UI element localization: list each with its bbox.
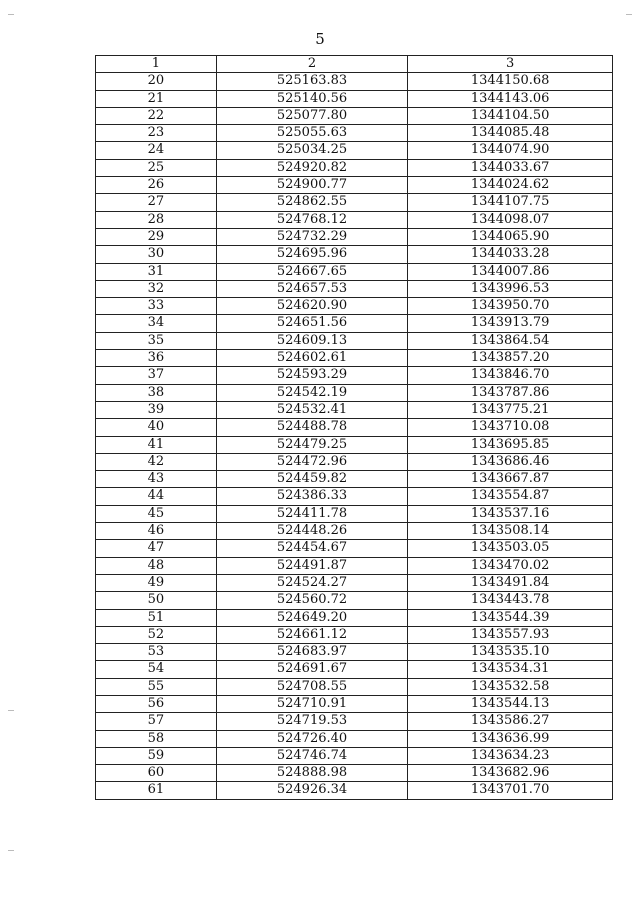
table-row (96, 678, 613, 695)
x-coordinate-cell: 524768.12 (216, 211, 408, 228)
point-number-cell: 47 (96, 540, 217, 557)
point-number-cell: 30 (96, 246, 217, 263)
table-row (96, 419, 613, 436)
y-coordinate-cell: 1343787.86 (408, 384, 613, 401)
y-coordinate-cell: 1344098.07 (408, 211, 613, 228)
point-number-cell: 42 (96, 453, 217, 470)
table-row (96, 747, 613, 764)
scan-mark (626, 14, 632, 15)
y-coordinate-cell: 1343557.93 (408, 626, 613, 643)
point-number-cell: 34 (96, 315, 217, 332)
x-coordinate-cell: 524683.97 (216, 644, 408, 661)
x-coordinate-cell: 524532.41 (216, 401, 408, 418)
table-row (96, 159, 613, 176)
x-coordinate-cell: 524386.33 (216, 488, 408, 505)
y-coordinate-cell: 1343846.70 (408, 367, 613, 384)
point-number-cell: 49 (96, 574, 217, 591)
point-number-cell: 60 (96, 765, 217, 782)
point-number-cell: 32 (96, 280, 217, 297)
point-number-cell: 37 (96, 367, 217, 384)
table-row (96, 73, 613, 90)
point-number-cell: 26 (96, 177, 217, 194)
y-coordinate-cell: 1344074.90 (408, 142, 613, 159)
y-coordinate-cell: 1343710.08 (408, 419, 613, 436)
y-coordinate-cell: 1344033.28 (408, 246, 613, 263)
y-coordinate-cell: 1343586.27 (408, 713, 613, 730)
y-coordinate-cell: 1343775.21 (408, 401, 613, 418)
table-row (96, 211, 613, 228)
point-number-cell: 27 (96, 194, 217, 211)
table-row (96, 765, 613, 782)
column-header-2: 2 (216, 56, 408, 73)
table-row (96, 90, 613, 107)
x-coordinate-cell: 524620.90 (216, 298, 408, 315)
y-coordinate-cell: 1343996.53 (408, 280, 613, 297)
table-header-row (96, 56, 613, 73)
point-number-cell: 29 (96, 228, 217, 245)
y-coordinate-cell: 1343695.85 (408, 436, 613, 453)
y-coordinate-cell: 1343491.84 (408, 574, 613, 591)
point-number-cell: 44 (96, 488, 217, 505)
table-row (96, 626, 613, 643)
x-coordinate-cell: 524479.25 (216, 436, 408, 453)
point-number-cell: 52 (96, 626, 217, 643)
y-coordinate-cell: 1343634.23 (408, 747, 613, 764)
x-coordinate-cell: 524609.13 (216, 332, 408, 349)
y-coordinate-cell: 1343537.16 (408, 505, 613, 522)
scan-mark (8, 710, 14, 711)
y-coordinate-cell: 1343443.78 (408, 592, 613, 609)
point-number-cell: 59 (96, 747, 217, 764)
x-coordinate-cell: 524746.74 (216, 747, 408, 764)
x-coordinate-cell: 524920.82 (216, 159, 408, 176)
table-row (96, 661, 613, 678)
table-row (96, 367, 613, 384)
table-row (96, 246, 613, 263)
x-coordinate-cell: 525055.63 (216, 125, 408, 142)
x-coordinate-cell: 524459.82 (216, 471, 408, 488)
table-row (96, 592, 613, 609)
x-coordinate-cell: 524651.56 (216, 315, 408, 332)
column-header-1: 1 (96, 56, 217, 73)
table-row (96, 315, 613, 332)
point-number-cell: 61 (96, 782, 217, 799)
x-coordinate-cell: 525034.25 (216, 142, 408, 159)
table-row (96, 280, 613, 297)
x-coordinate-cell: 524726.40 (216, 730, 408, 747)
x-coordinate-cell: 524888.98 (216, 765, 408, 782)
x-coordinate-cell: 524448.26 (216, 523, 408, 540)
point-number-cell: 20 (96, 73, 217, 90)
table-row (96, 228, 613, 245)
x-coordinate-cell: 524472.96 (216, 453, 408, 470)
y-coordinate-cell: 1344024.62 (408, 177, 613, 194)
y-coordinate-cell: 1343701.70 (408, 782, 613, 799)
table-row (96, 384, 613, 401)
table-row (96, 142, 613, 159)
y-coordinate-cell: 1344143.06 (408, 90, 613, 107)
x-coordinate-cell: 524900.77 (216, 177, 408, 194)
point-number-cell: 53 (96, 644, 217, 661)
table-row (96, 782, 613, 799)
x-coordinate-cell: 524649.20 (216, 609, 408, 626)
point-number-cell: 57 (96, 713, 217, 730)
page-number: 5 (315, 30, 325, 48)
table-row (96, 557, 613, 574)
point-number-cell: 45 (96, 505, 217, 522)
x-coordinate-cell: 525140.56 (216, 90, 408, 107)
x-coordinate-cell: 524657.53 (216, 280, 408, 297)
x-coordinate-cell: 524719.53 (216, 713, 408, 730)
x-coordinate-cell: 524454.67 (216, 540, 408, 557)
y-coordinate-cell: 1344033.67 (408, 159, 613, 176)
y-coordinate-cell: 1343857.20 (408, 350, 613, 367)
table-row (96, 401, 613, 418)
table-row (96, 263, 613, 280)
point-number-cell: 24 (96, 142, 217, 159)
table-row (96, 609, 613, 626)
point-number-cell: 41 (96, 436, 217, 453)
y-coordinate-cell: 1343544.13 (408, 695, 613, 712)
y-coordinate-cell: 1343535.10 (408, 644, 613, 661)
x-coordinate-cell: 524488.78 (216, 419, 408, 436)
y-coordinate-cell: 1343686.46 (408, 453, 613, 470)
x-coordinate-cell: 525077.80 (216, 107, 408, 124)
table-row (96, 695, 613, 712)
table-row (96, 505, 613, 522)
table-row (96, 194, 613, 211)
x-coordinate-cell: 524411.78 (216, 505, 408, 522)
y-coordinate-cell: 1343554.87 (408, 488, 613, 505)
y-coordinate-cell: 1343544.39 (408, 609, 613, 626)
point-number-cell: 46 (96, 523, 217, 540)
x-coordinate-cell: 524661.12 (216, 626, 408, 643)
table-row (96, 471, 613, 488)
table-row (96, 488, 613, 505)
x-coordinate-cell: 524862.55 (216, 194, 408, 211)
point-number-cell: 36 (96, 350, 217, 367)
scan-mark (8, 14, 14, 15)
point-number-cell: 40 (96, 419, 217, 436)
x-coordinate-cell: 524560.72 (216, 592, 408, 609)
y-coordinate-cell: 1344107.75 (408, 194, 613, 211)
point-number-cell: 54 (96, 661, 217, 678)
x-coordinate-cell: 524695.96 (216, 246, 408, 263)
x-coordinate-cell: 524593.29 (216, 367, 408, 384)
point-number-cell: 50 (96, 592, 217, 609)
point-number-cell: 28 (96, 211, 217, 228)
y-coordinate-cell: 1343534.31 (408, 661, 613, 678)
point-number-cell: 39 (96, 401, 217, 418)
point-number-cell: 48 (96, 557, 217, 574)
table-row (96, 177, 613, 194)
table-row (96, 540, 613, 557)
y-coordinate-cell: 1343532.58 (408, 678, 613, 695)
x-coordinate-cell: 524732.29 (216, 228, 408, 245)
x-coordinate-cell: 524708.55 (216, 678, 408, 695)
table-row (96, 436, 613, 453)
point-number-cell: 51 (96, 609, 217, 626)
y-coordinate-cell: 1343508.14 (408, 523, 613, 540)
x-coordinate-cell: 525163.83 (216, 73, 408, 90)
y-coordinate-cell: 1344150.68 (408, 73, 613, 90)
x-coordinate-cell: 524542.19 (216, 384, 408, 401)
table-row (96, 332, 613, 349)
x-coordinate-cell: 524710.91 (216, 695, 408, 712)
x-coordinate-cell: 524667.65 (216, 263, 408, 280)
table-row (96, 713, 613, 730)
table-row (96, 523, 613, 540)
coordinates-table (95, 55, 613, 800)
point-number-cell: 25 (96, 159, 217, 176)
y-coordinate-cell: 1343667.87 (408, 471, 613, 488)
point-number-cell: 55 (96, 678, 217, 695)
x-coordinate-cell: 524524.27 (216, 574, 408, 591)
point-number-cell: 22 (96, 107, 217, 124)
table-row (96, 574, 613, 591)
point-number-cell: 33 (96, 298, 217, 315)
point-number-cell: 23 (96, 125, 217, 142)
point-number-cell: 35 (96, 332, 217, 349)
column-header-3: 3 (408, 56, 613, 73)
y-coordinate-cell: 1343864.54 (408, 332, 613, 349)
y-coordinate-cell: 1344104.50 (408, 107, 613, 124)
point-number-cell: 58 (96, 730, 217, 747)
point-number-cell: 43 (96, 471, 217, 488)
y-coordinate-cell: 1344065.90 (408, 228, 613, 245)
x-coordinate-cell: 524491.87 (216, 557, 408, 574)
point-number-cell: 21 (96, 90, 217, 107)
y-coordinate-cell: 1344007.86 (408, 263, 613, 280)
point-number-cell: 38 (96, 384, 217, 401)
table-row (96, 644, 613, 661)
point-number-cell: 56 (96, 695, 217, 712)
table-row (96, 730, 613, 747)
y-coordinate-cell: 1344085.48 (408, 125, 613, 142)
table-row (96, 125, 613, 142)
y-coordinate-cell: 1343950.70 (408, 298, 613, 315)
table-row (96, 298, 613, 315)
scan-mark (8, 850, 14, 851)
x-coordinate-cell: 524691.67 (216, 661, 408, 678)
x-coordinate-cell: 524602.61 (216, 350, 408, 367)
point-number-cell: 31 (96, 263, 217, 280)
y-coordinate-cell: 1343913.79 (408, 315, 613, 332)
y-coordinate-cell: 1343682.96 (408, 765, 613, 782)
table-row (96, 453, 613, 470)
table-row (96, 350, 613, 367)
y-coordinate-cell: 1343470.02 (408, 557, 613, 574)
x-coordinate-cell: 524926.34 (216, 782, 408, 799)
table-row (96, 107, 613, 124)
y-coordinate-cell: 1343503.05 (408, 540, 613, 557)
y-coordinate-cell: 1343636.99 (408, 730, 613, 747)
